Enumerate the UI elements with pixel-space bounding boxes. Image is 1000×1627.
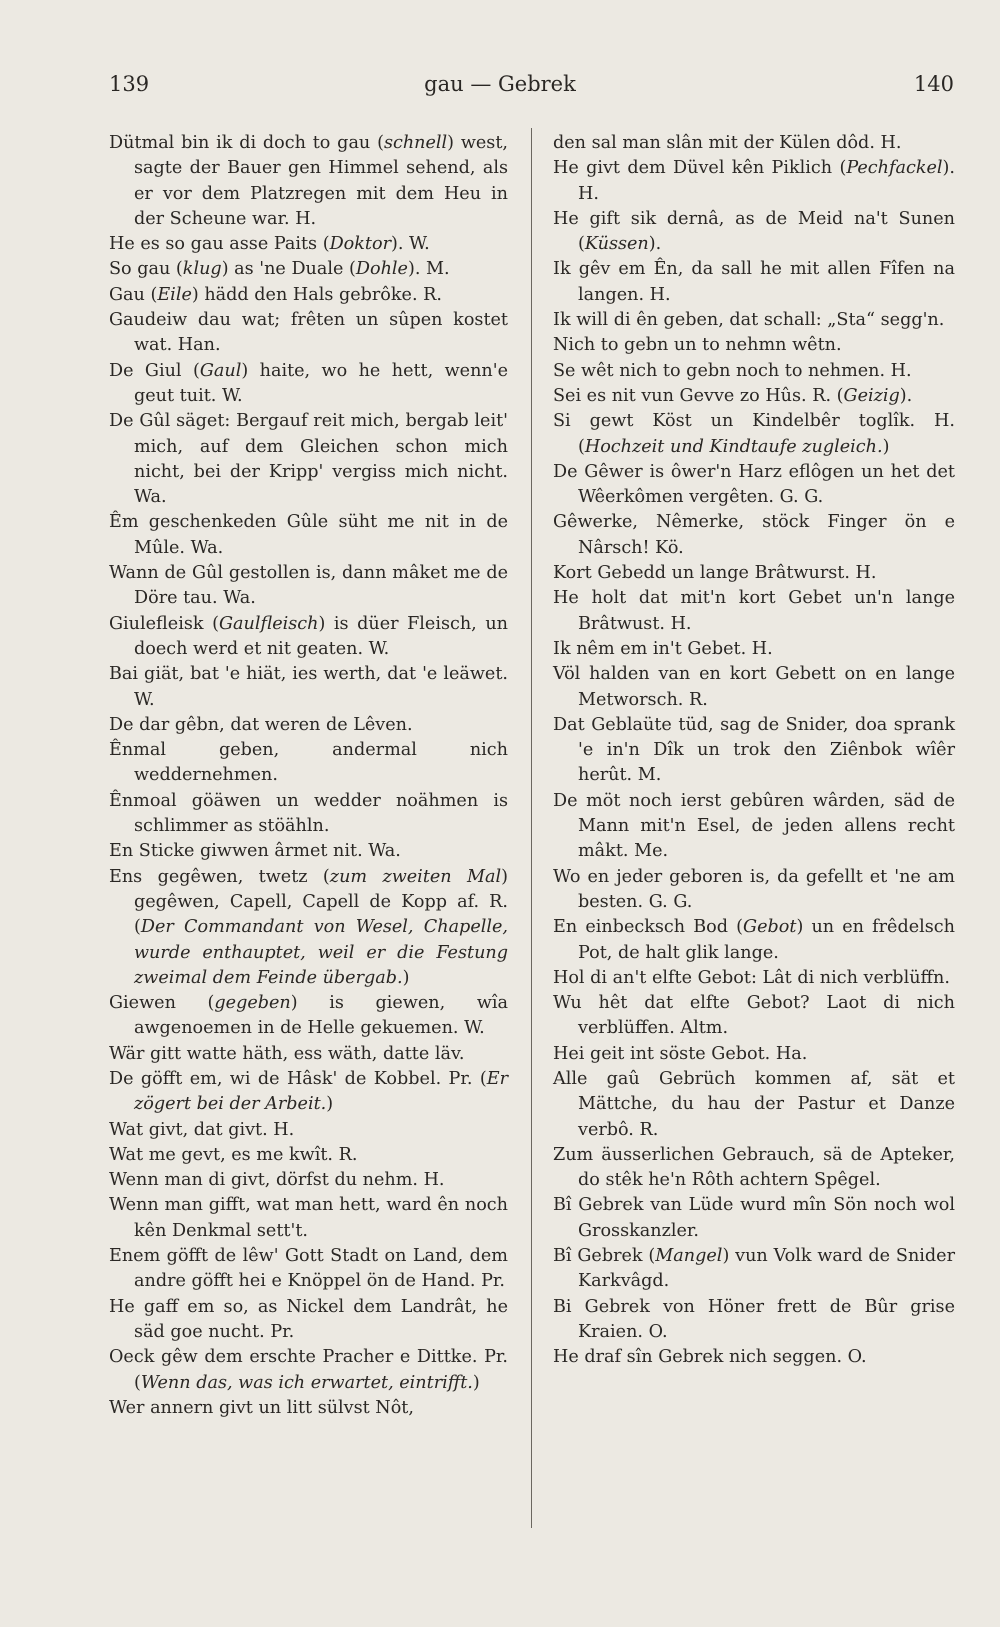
proverb-entry: Gau (Eile) hädd den Hals gebrôke. R. (109, 284, 442, 305)
proverb-entry: Se wêt nich to gebn noch to nehmen. H. (553, 360, 912, 381)
proverb-entry: Ik will di ên geben, dat schall: „Sta“ segg'n. (553, 310, 945, 331)
column-divider (531, 128, 532, 1528)
proverb-entry: De Gêwer is ôwer'n Harz eflôgen un het det Wêerkômen vergêten. G. G. (553, 461, 955, 508)
proverb-entry: Enem göfft de lêw' Gott Stadt on Land, dem andre göfft hei e Knöppel ön de Hand. Pr. (109, 1246, 508, 1292)
proverb-entry: Ens gegêwen, twetz (zum zweiten Mal) gegêwen, Capell, Capell de Kopp af. R. (Der Commandant von Wesel, Chapelle, wurde enthauptet, weil er die Festung zweimal dem Feinde übergab.) (109, 866, 508, 988)
proverb-entry: Ik nêm em in't Gebet. H. (553, 638, 773, 659)
proverb-entry: Hol di an't elfte Gebot: Lât di nich verblüffn. (553, 967, 950, 988)
proverb-entry: Oeck gêw dem erschte Pracher e Dittke. Pr. (Wenn das, was ich erwartet, eintrifft.) (109, 1347, 508, 1393)
proverb-entry: He gift sik dernâ, as de Meid na't Sunen (Küssen). (553, 208, 955, 255)
proverb-entry: Wu hêt dat elfte Gebot? Laot di nich verblüffen. Altm. (553, 993, 955, 1039)
proverb-entry: Bi Gebrek von Höner frett de Bûr grise Kraien. O. (553, 1296, 955, 1342)
proverb-entry: Wo en jeder geboren is, da gefellt et 'ne am besten. G. G. (553, 866, 955, 912)
proverb-entry: He es so gau asse Paits (Doktor). W. (109, 234, 430, 255)
proverb-entry: Wat me gevt, es me kwît. R. (109, 1144, 358, 1165)
page-number-right: 140 (913, 72, 954, 96)
proverb-entry: Dütmal bin ik di doch to gau (schnell) west, sagte der Bauer gen Himmel sehend, als er vor dem Platzregen mit dem Heu in der Scheune war. H. (109, 133, 508, 229)
proverb-entry: den sal man slân mit der Külen dôd. H. (553, 133, 902, 153)
left-column (109, 131, 508, 1421)
proverb-entry: Sei es nit vun Gevve zo Hûs. R. (Geizig). (553, 385, 913, 406)
proverb-entry: Gêwerke, Nêmerke, stöck Finger ön e Nârsch! Kö. (553, 512, 955, 558)
proverb-entry: Wat givt, dat givt. H. (109, 1119, 295, 1140)
proverb-entry: Zum äusserlichen Gebrauch, sä de Apteker, do stêk he'n Rôth achtern Spêgel. (553, 1144, 955, 1191)
proverb-entry: En einbecksch Bod (Gebot) un en frêdelsch Pot, de halt glik lange. (553, 917, 955, 963)
proverb-entry: Gaudeiw dau wat; frêten un sûpen kostet wat. Han. (109, 310, 508, 356)
proverb-entry: En Sticke giwwen ârmet nit. Wa. (109, 841, 401, 862)
proverb-entry: Kort Gebedd un lange Brâtwurst. H. (553, 563, 877, 584)
proverb-entry: Wer annern givt un litt sülvst Nôt, (109, 1397, 414, 1418)
proverb-entry: He draf sîn Gebrek nich seggen. O. (553, 1347, 867, 1368)
running-title: gau — Gebrek (424, 72, 576, 96)
proverb-entry: Êm geschenkeden Gûle süht me nit in de Mûle. Wa. (109, 512, 508, 558)
proverb-entry: Giewen (gegeben) is giewen, wîa awgenoemen in de Helle gekuemen. W. (109, 993, 508, 1039)
proverb-entry: Giulefleisk (Gaulfleisch) is düer Fleisch, un doech werd et nit geaten. W. (109, 613, 508, 659)
proverb-entry: Si gewt Köst un Kindelbêr toglîk. H. (Hochzeit und Kindtaufe zugleich.) (553, 411, 955, 457)
proverb-entry: Ênmal geben, andermal nich weddernehmen. (109, 740, 508, 786)
proverb-entry: De Giul (Gaul) haite, wo he hett, wenn'e geut tuit. W. (109, 360, 509, 406)
proverb-entry: Völ halden van en kort Gebett on en lange Metworsch. R. (553, 664, 955, 710)
proverb-entry: He gaff em so, as Nickel dem Landrât, he säd goe nucht. Pr. (109, 1296, 508, 1342)
proverb-entry: Bî Gebrek (Mangel) vun Volk ward de Snider Karkvâgd. (553, 1246, 955, 1292)
proverb-entry: Ênmoal göäwen un wedder noähmen is schlimmer as stöähln. (109, 790, 508, 837)
proverb-entry: Bî Gebrek van Lüde wurd mîn Sön noch wol Grosskanzler. (553, 1195, 955, 1241)
page-number-left: 139 (109, 72, 150, 96)
proverb-entry: Dat Geblaüte tüd, sag de Snider, doa sprank 'e in'n Dîk un trok den Ziênbok wîêr herût. M. (553, 714, 955, 786)
proverb-entry: De dar gêbn, dat weren de Lêven. (109, 714, 413, 735)
proverb-entry: Wär gitt watte häth, ess wäth, datte läv. (109, 1043, 465, 1064)
proverb-entry: Hei geit int söste Gebot. Ha. (553, 1043, 808, 1064)
proverb-entry: De Gûl säget: Bergauf reit mich, bergab leit' mich, auf dem Gleichen schon mich nicht, bei der Kripp' vergiss mich nicht. Wa. (109, 411, 508, 508)
proverb-entry: Alle gaû Gebrüch kommen af, sät et Mättche, du hau der Pastur et Danze verbô. R. (553, 1068, 955, 1140)
proverb-entry: De möt noch ierst gebûren wârden, säd de Mann mit'n Esel, de jeden allens recht mâkt. Me. (553, 790, 955, 862)
proverb-entry: He holt dat mit'n kort Gebet un'n lange Brâtwust. H. (553, 588, 955, 634)
proverb-entry: Ik gêv em Ên, da sall he mit allen Fîfen na langen. H. (553, 259, 955, 305)
page-header (0, 72, 1000, 112)
proverb-entry: So gau (klug) as 'ne Duale (Dohle). M. (109, 259, 450, 280)
proverb-entry: Wenn man di givt, dörfst du nehm. H. (109, 1170, 445, 1191)
proverb-entry: Wenn man gifft, wat man hett, ward ên noch kên Denkmal sett't. (109, 1195, 508, 1241)
proverb-entry: Bai giät, bat 'e hiät, ies werth, dat 'e leäwet. W. (109, 664, 508, 710)
proverb-entry: Wann de Gûl gestollen is, dann mâket me de Döre tau. Wa. (109, 563, 508, 609)
proverb-entry: He givt dem Düvel kên Piklich (Pechfackel). H. (553, 158, 955, 204)
proverb-entry: Nich to gebn un to nehmn wêtn. (553, 335, 842, 356)
right-column (553, 131, 955, 1371)
proverb-entry: De göfft em, wi de Hâsk' de Kobbel. Pr. (Er zögert bei der Arbeit.) (109, 1068, 508, 1115)
